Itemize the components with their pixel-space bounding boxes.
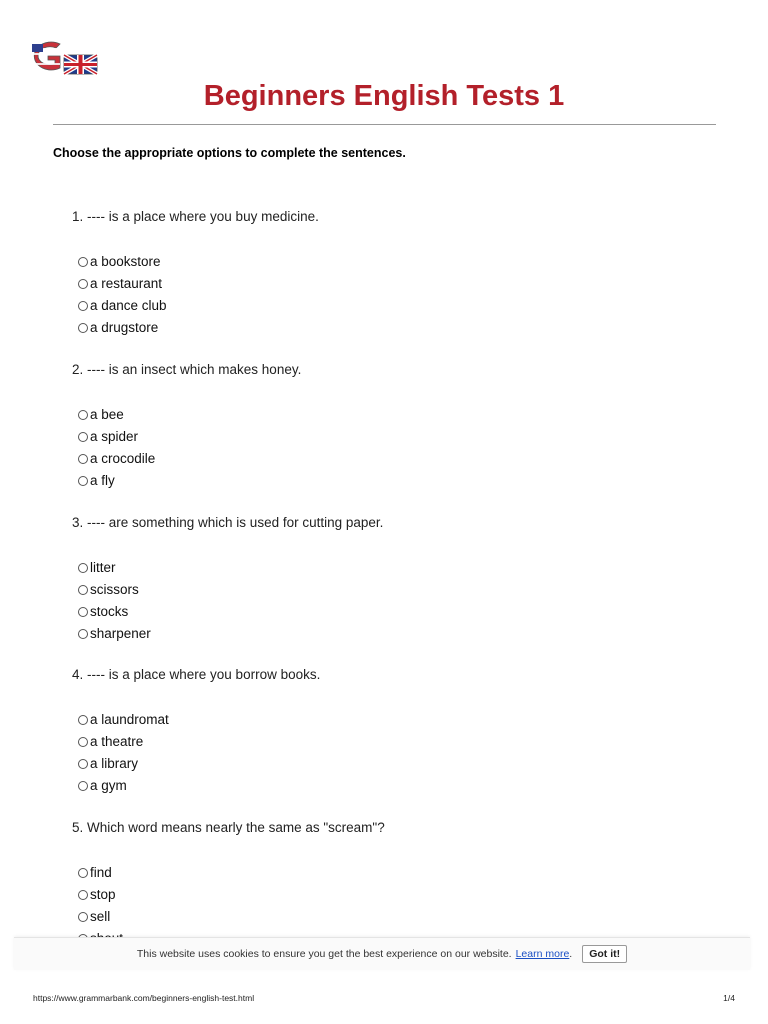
- question-text: 4. ---- is a place where you borrow books.: [72, 667, 321, 683]
- option-4a[interactable]: [78, 709, 692, 731]
- option-label: sell: [90, 909, 111, 924]
- option-label: a laundromat: [90, 712, 169, 728]
- question-1: [72, 208, 692, 361]
- option-3c[interactable]: [78, 601, 692, 623]
- radio-button[interactable]: [78, 607, 88, 617]
- option-label: stop: [90, 887, 116, 902]
- radio-button[interactable]: [78, 301, 88, 311]
- radio-button[interactable]: [78, 890, 88, 900]
- cookie-message: This website uses cookies to ensure you get the best experience on our website.: [136, 948, 512, 960]
- option-2c[interactable]: [78, 448, 692, 470]
- option-1d[interactable]: [78, 317, 692, 339]
- option-label: a drugstore: [90, 320, 159, 335]
- question-4: [72, 666, 692, 819]
- radio-button[interactable]: [78, 868, 88, 878]
- question-2: [72, 361, 692, 514]
- option-2d[interactable]: [78, 470, 692, 492]
- site-logo[interactable]: [26, 38, 100, 76]
- cookie-period: .: [569, 948, 573, 960]
- option-1a[interactable]: [78, 251, 692, 273]
- option-list: [72, 709, 692, 797]
- footer-page-number: 1/4: [723, 993, 735, 1003]
- option-label: a theatre: [90, 734, 144, 750]
- got-it-button[interactable]: Got it!: [582, 945, 627, 963]
- quiz-questions: [72, 208, 692, 936]
- option-label: a fly: [90, 472, 115, 488]
- option-5c[interactable]: [78, 906, 692, 928]
- radio-button[interactable]: [78, 454, 88, 464]
- radio-button[interactable]: [78, 759, 88, 769]
- question-text: 2. ---- is an insect which makes honey.: [72, 361, 302, 377]
- option-label: a library: [90, 756, 139, 772]
- option-2a[interactable]: [78, 404, 692, 426]
- option-label: a bee: [90, 406, 124, 422]
- option-label: a bookstore: [90, 254, 161, 269]
- radio-button[interactable]: [78, 279, 88, 289]
- option-3a[interactable]: [78, 557, 692, 579]
- option-1b[interactable]: [78, 273, 692, 295]
- option-label: stocks: [90, 603, 129, 619]
- radio-button[interactable]: [78, 585, 88, 595]
- option-5a[interactable]: [78, 862, 692, 884]
- option-5b[interactable]: [78, 884, 692, 906]
- option-label: scissors: [90, 581, 139, 597]
- instructions-text: Choose the appropriate options to complete the sentences.: [53, 146, 406, 160]
- radio-button[interactable]: [78, 257, 88, 267]
- footer-url: https://www.grammarbank.com/beginners-english-test.html: [33, 993, 255, 1003]
- radio-button[interactable]: [78, 563, 88, 573]
- radio-button[interactable]: [78, 410, 88, 420]
- question-text: 3. ---- are something which is used for cutting paper.: [72, 514, 384, 530]
- radio-button[interactable]: [78, 629, 88, 639]
- question-text: 1. ---- is a place where you buy medicine.: [72, 209, 319, 224]
- radio-button[interactable]: [78, 476, 88, 486]
- option-label: a spider: [90, 428, 139, 444]
- option-2b[interactable]: [78, 426, 692, 448]
- option-4b[interactable]: [78, 731, 692, 753]
- option-label: sharpener: [90, 625, 151, 641]
- question-text: 5. Which word means nearly the same as "scream"?: [72, 820, 385, 835]
- option-label: a dance club: [90, 298, 167, 313]
- option-3b[interactable]: [78, 579, 692, 601]
- radio-button[interactable]: [78, 323, 88, 333]
- option-4c[interactable]: [78, 753, 692, 775]
- radio-button[interactable]: [78, 737, 88, 747]
- page-title: Beginners English Tests 1: [203, 80, 565, 112]
- cookie-consent-bar: [14, 937, 750, 970]
- option-list: [72, 557, 692, 645]
- radio-button[interactable]: [78, 781, 88, 791]
- option-1c[interactable]: [78, 295, 692, 317]
- option-label: litter: [90, 559, 116, 575]
- option-label: a crocodile: [90, 450, 156, 466]
- learn-more-link[interactable]: Learn more: [515, 948, 570, 960]
- option-list: [72, 251, 692, 339]
- radio-button[interactable]: [78, 432, 88, 442]
- question-3: [72, 514, 692, 667]
- logo-flags-icon: [26, 38, 100, 76]
- option-label: a gym: [90, 778, 127, 794]
- option-4d[interactable]: [78, 775, 692, 797]
- option-label: a restaurant: [90, 276, 163, 291]
- option-3d[interactable]: [78, 623, 692, 645]
- radio-button[interactable]: [78, 912, 88, 922]
- option-list: [72, 404, 692, 492]
- option-label: find: [90, 865, 112, 880]
- title-divider: [53, 124, 716, 125]
- radio-button[interactable]: [78, 715, 88, 725]
